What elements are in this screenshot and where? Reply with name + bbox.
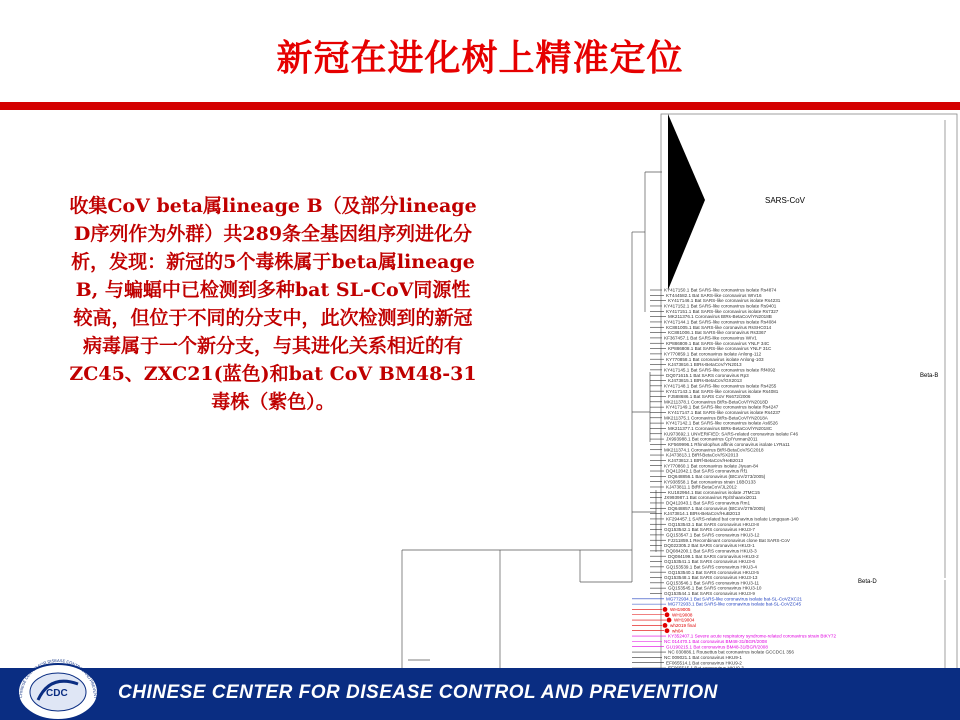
tree-leaf-label: KU182964.1 Bat coronavirus isolate JTMC15 (668, 489, 760, 495)
tree-leaf-label: DQ022305.2 Bat SARS coronavirus HKU3-1 (664, 543, 755, 549)
tree-leaf-label: NC 009021.1 Bat coronavirus HKU9-1 (664, 654, 742, 660)
footer-bar (0, 668, 960, 720)
phylogenetic-tree (400, 112, 960, 672)
tree-leaf-label: KJ473811.1 BtRf-BetaCoV/JL2012 (666, 484, 737, 490)
tree-leaf-label: KY417146.1 Bat SARS-like coronavirus isolate Rs4231 (668, 298, 781, 304)
tree-leaf-label: NC 014470.1 Bat coronavirus BM48-31/BGR/2008 (664, 638, 767, 644)
tree-leaf-label: GQ153547.1 Bat SARS coronavirus HKU3-12 (666, 532, 760, 538)
logo-abbr: CDC (46, 688, 68, 699)
tree-leaf-label: KJ473816.1 BtRs-BetaCoV/YN2013 (668, 362, 742, 368)
footer-org-name: CHINESE CENTER FOR DISEASE CONTROL AND PREVENTION (118, 682, 718, 703)
beta-b-label: Beta-B (920, 373, 939, 379)
tree-leaf-label: KY417148.1 Bat SARS-like coronavirus isolate Rs4255 (664, 383, 777, 389)
tree-leaf-label: wh04 (672, 628, 683, 634)
tree-leaf-label: KP886808.1 Bat SARS-like coronavirus YNLF 31C (668, 346, 772, 352)
tree-leaf-label: DQ084199.1 Bat SARS coronavirus HKU3-2 (668, 553, 759, 559)
tree-leaf-label: KY352407.1 Severe acute respiratory syndrome-related coronavirus strain BtKY72 (668, 633, 837, 639)
tree-leaf-label: WH19008 (672, 612, 693, 618)
tree-leaf-label: GQ153548.1 Bat SARS coronavirus HKU3-13 (664, 575, 758, 581)
tree-leaf-label: MK211378.1 Coronavirus BtRs-BetaCoV/YN2018D (664, 399, 769, 405)
tree-leaf-label: MK211376.1 Coronavirus BtRs-BetaCoV/YN2018B (668, 314, 772, 320)
tree-leaf-label: KF367457.1 Bat SARS-like coronavirus WIV1 (664, 335, 757, 341)
tree-leaf-label: JX993987.1 Bat coronavirus Rp/Shaanxi2011 (664, 495, 757, 501)
sars-cov-label: SARS-CoV (765, 196, 806, 205)
tree-leaf-label: KY417151.1 Bat SARS-like coronavirus isolate Rs7327 (666, 308, 779, 314)
logo-ring-text: CHINESE CENTER FOR DISEASE CONTROL AND PREVENT (17, 657, 99, 699)
tree-leaf-label: KT444582.1 Bat SARS-like coronavirus WIV16 (666, 292, 762, 298)
tree-leaf-label: KY770859.1 Bat coronavirus isolate Anlong-112 (664, 351, 762, 357)
tree-branches (402, 172, 662, 672)
tree-leaf-label: DQ412042.1 Bat SARS coronavirus Rf1 (666, 468, 748, 474)
tree-leaf-label: KJ473815.1 BtRs-BetaCoV/GX2013 (668, 378, 742, 384)
tree-leaf-label: DQ648857.1 Bat coronavirus (BtCoV/279/2005) (668, 505, 766, 511)
tree-leaf-label: DQ648856.1 Bat coronavirus (BtCoV/273/2005) (668, 473, 766, 479)
novel-strain-marker (663, 623, 668, 628)
tree-leaf-label: MK211374.1 Coronavirus BtRl-BetaCoV/SC2018 (664, 447, 764, 453)
slide-title: 新冠在进化树上精准定位 (276, 38, 684, 79)
tree-leaf-label: KY417145.1 Bat SARS-like coronavirus isolate Rf4092 (664, 367, 776, 373)
tree-leaf-label: KY417144.1 Bat SARS-like coronavirus isolate Rs4084 (664, 319, 777, 325)
tree-leaf-label: MK211375.1 Coronavirus BtRs-BetaCoV/YN2018A (664, 415, 768, 421)
tree-leaf-label: KY417150.1 Bat SARS-like coronavirus isolate Rs4874 (664, 287, 777, 293)
tree-leaf-label: MG772934.1 Bat SARS-like coronavirus isolate bat-SL-CoVZXC21 (666, 596, 803, 602)
tree-leaf-label: KY417142.1 Bat SARS-like coronavirus isolate As6526 (666, 420, 778, 426)
tree-leaf-label: GU190215.1 Bat coronavirus BM48-31/BGR/2008 (666, 644, 768, 650)
novel-strain-marker (665, 628, 670, 633)
tree-leaf-label: GQ153542.1 Bat SARS coronavirus HKU3-7 (664, 527, 755, 533)
tree-leaf-label: MK211377.1 Coronavirus BtRs-BetaCoV/YN2018C (668, 426, 773, 432)
tree-leaf-label: KY417152.1 Bat SARS-like coronavirus isolate Rs9401 (664, 303, 777, 309)
tree-leaf-label: GQ153543.1 Bat SARS coronavirus HKU3-8 (668, 521, 759, 527)
tree-leaf-label: GQ153541.1 Bat SARS coronavirus HKU3-6 (664, 559, 755, 565)
tree-leaf-label: NC 030886.1 Rousettus bat coronavirus isolate GCCDC1 356 (668, 649, 794, 655)
tree-leaf-label: GQ153539.1 Bat SARS coronavirus HKU3-4 (666, 564, 757, 570)
novel-strain-marker (663, 607, 668, 612)
tree-leaf-label: DQ084200.1 Bat SARS coronavirus HKU3-3 (666, 548, 757, 554)
tree-leaf-label: FJ211859.1 Recombinant coronavirus clone Bat SARS-CoV (668, 537, 790, 543)
tree-leaf-label: GQ153540.1 Bat SARS coronavirus HKU3-5 (668, 569, 759, 575)
tree-leaf-label: EF065514.1 Bat coronavirus HKU9-2 (666, 660, 742, 666)
tree-leaf-label: KF294457.1 SARS-related bat coronavirus isolate Longquan-140 (666, 516, 799, 522)
tree-leaf-label: GQ153546.1 Bat SARS coronavirus HKU3-11 (666, 580, 760, 586)
tree-leaf-label: KC881006.1 Bat SARS-like coronavirus Rs3367 (668, 330, 767, 336)
tree-leaf-label: FJ588686.1 Bat SARS CoV Rs672/2006 (668, 394, 751, 400)
tree-leaf-label: KJ473814.1 BtRs-BetaCoV/HuB2013 (664, 511, 741, 517)
novel-strain-marker (665, 612, 670, 617)
title-rule (0, 102, 960, 110)
tree-leaf-label: GQ153545.1 Bat SARS coronavirus HKU3-10 (668, 585, 762, 591)
tree-leaf-label: KJ473813.1 BtRf-BetaCoV/SX2013 (666, 452, 739, 458)
tree-leaf-label: WH19004 (674, 617, 695, 623)
tree-leaf-label: GQ153544.1 Bat SARS coronavirus HKU3-9 (664, 591, 755, 597)
novel-strain-marker (667, 618, 672, 623)
tree-leaf-label: KU973692.1 UNVERIFIED: SARS-related coronavirus isolate F46 (664, 431, 799, 437)
tree-leaf-label: KY417143.1 Bat SARS-like coronavirus isolate Rs4081 (666, 388, 779, 394)
tree-leaf-label: KC881005.1 Bat SARS-like coronavirus RsSHC014 (666, 324, 772, 330)
cdc-logo (6, 644, 110, 720)
tree-leaf-label: KY770858.1 Bat coronavirus isolate Anlong-103 (666, 356, 764, 362)
tree-leaf-label: wh2019 final (670, 623, 696, 629)
tree-leaf-label: DQ412043.1 Bat SARS coronavirus Rm1 (666, 500, 751, 506)
tree-leaf-label: KJ473812.1 BtRf-BetaCoV/HeB2013 (668, 457, 744, 463)
tree-leaf-label: KY938558.1 Bat coronavirus strain 16BO133 (664, 479, 756, 485)
tree-leaf-label: MG772933.1 Bat SARS-like coronavirus isolate bat-SL-CoVZC45 (668, 601, 802, 607)
tree-leaf-label: DQ071615.1 Bat SARS coronavirus Rp3 (666, 372, 749, 378)
tree-leaf-label: KY770860.1 Bat coronavirus isolate Jiyuan-84 (664, 463, 759, 469)
tree-leaf-label: KY417149.1 Bat SARS-like coronavirus isolate Rs4247 (666, 404, 779, 410)
body-text: 收集CoV beta属lineage B（及部分lineage D序列作为外群）共289条全基因组序列进化分析，发现：新冠的5个毒株属于beta属lineage B, 与蝙蝠中已检测到多种bat SL-CoV同源性较高，但位于不同的分支中，此次检测到的新冠病毒属于一个新分支，与其进化关系相近的有ZC45、ZXC21(蓝色)和bat CoV BM48-31毒株（紫色）。 (69, 195, 477, 413)
beta-d-label: Beta-D (858, 579, 877, 585)
tree-leaf-label: WH19005 (670, 607, 691, 613)
tree-leaf-label: KF569996.1 Rhinolophus affinis coronavirus isolate LYRa11 (668, 441, 790, 447)
tree-leaf-label: KP886809.1 Bat SARS-like coronavirus YNLF 34C (666, 340, 770, 346)
tree-leaf-label: JX993988.1 Bat coronavirus Cp/Yunnan2011 (666, 436, 758, 442)
tree-leaf-label: KY417147.1 Bat SARS-like coronavirus isolate Rs4237 (668, 410, 781, 416)
